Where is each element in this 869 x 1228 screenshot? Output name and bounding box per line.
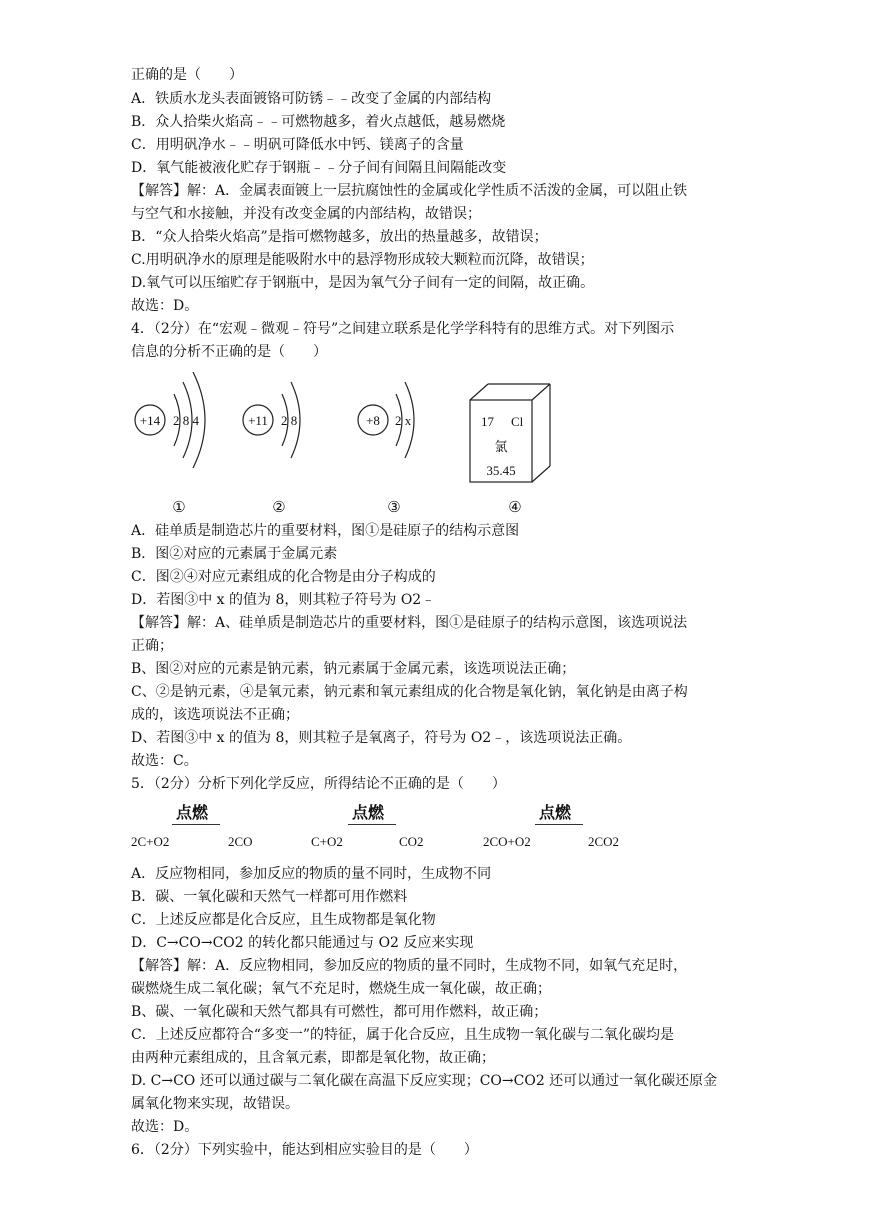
q3-answer-line: B．“众人拾柴火焰高”是指可燃物越多，放出的热量越多，故错误； [131, 229, 548, 245]
q4-answer-line: 故选：C。 [131, 753, 198, 769]
q4-stem-line: 4．（2分）在“宏观﹣微观﹣符号”之间建立联系是化学学科特有的思维方式。对下列图示 [131, 321, 675, 337]
q6-stem: 6．（2分）下列实验中，能达到相应实验目的是（ ） [131, 1142, 478, 1158]
q4-answer-line: C、②是钠元素，④是氧元素，钠元素和氧元素组成的化合物是氧化钠，氧化钠是由离子构 [131, 684, 688, 700]
atom-1-nucleus: +14 [139, 413, 161, 428]
eq1-arrow-line [172, 824, 220, 825]
eq2-left: C+O2 [311, 834, 343, 849]
q4-option-b: B．图②对应的元素属于金属元素 [131, 546, 338, 562]
atom-2-nucleus: +11 [248, 413, 268, 428]
atomic-structure-figure [131, 368, 601, 520]
q5-answer-line: B、碳、一氧化碳和天然气都具有可燃性，都可用作燃料，故正确； [131, 1004, 548, 1020]
q4-option-c: C．图②④对应元素组成的化合物是由分子构成的 [131, 569, 436, 585]
eq1-right: 2CO [228, 834, 253, 849]
q5-answer-line: D. C→CO 还可以通过碳与二氧化碳在高温下反应实现；CO→CO2 还可以通过一氧化碳还原金 [131, 1073, 718, 1089]
q3-stem-tail: 正确的是（ ） [131, 67, 243, 83]
atom-2-shells: 2 8 [281, 413, 298, 428]
element-mass: 35.45 [486, 463, 516, 478]
eq3-arrow-line [535, 824, 583, 825]
atom-3-shells: 2 x [395, 413, 412, 428]
q4-option-d: D．若图③中 x 的值为 8，则其粒子符号为 O2﹣ [131, 592, 436, 608]
q5-option-a: A．反应物相同，参加反应的物质的量不同时，生成物不同 [131, 866, 492, 882]
atom-3-nucleus: +8 [366, 413, 380, 428]
q5-answer-line: 【解答】解：A．反应物相同，参加反应的物质的量不同时，生成物不同，如氧气充足时， [131, 958, 688, 974]
q5-option-d: D．C→CO→CO2 的转化都只能通过与 O2 反应来实现 [131, 935, 474, 951]
atom-1-shells: 2 8 4 [173, 413, 199, 428]
q3-answer-line: 与空气和水接触，并没有改变金属的内部结构，故错误； [131, 206, 481, 222]
q5-answer-line: 碳燃烧生成二氧化碳；氧气不充足时，燃烧生成一氧化碳，故正确； [131, 981, 551, 997]
q5-answer-line: 故选：D。 [131, 1119, 199, 1135]
q5-answer-line: 由两种元素组成的，且含氧元素，即都是氧化物，故正确； [131, 1050, 495, 1066]
figure-label-4: ④ [508, 498, 522, 516]
eq3-condition: 点燃 [539, 803, 572, 822]
q5-answer-line: C．上述反应都符合“多变一”的特征，属于化合反应，且生成物一氧化碳与二氧化碳均是 [131, 1027, 675, 1043]
q3-option-d: D．氧气能被液化贮存于钢瓶﹣﹣分子间有间隔且间隔能改变 [131, 160, 507, 176]
q3-option-a: A．铁质水龙头表面镀铬可防锈﹣﹣改变了金属的内部结构 [131, 91, 492, 107]
q4-answer-line: 正确； [131, 638, 173, 654]
eq3-left: 2CO+O2 [483, 834, 531, 849]
element-name: 氯 [494, 440, 508, 455]
q3-answer-line: D.氧气可以压缩贮存于钢瓶中，是因为氧气分子间有一定的间隔，故正确。 [131, 275, 595, 291]
q3-option-b: B．众人拾柴火焰高﹣﹣可燃物越多，着火点越低，越易燃烧 [131, 114, 506, 130]
eq2-condition: 点燃 [352, 803, 385, 822]
q4-answer-line: 成的，该选项说法不正确； [131, 707, 299, 723]
eq1-left: 2C+O2 [131, 834, 170, 849]
q4-answer-line: 【解答】解：A、硅单质是制造芯片的重要材料，图①是硅原子的结构示意图，该选项说法 [131, 615, 688, 631]
q5-option-c: C．上述反应都是化合反应，且生成物都是氧化物 [131, 912, 436, 928]
q4-stem-line: 信息的分析不正确的是（ ） [131, 344, 327, 360]
q3-answer-line: 故选：D。 [131, 298, 199, 314]
eq1-condition: 点燃 [176, 803, 209, 822]
q4-answer-line: D、若图③中 x 的值为 8，则其粒子是氧离子，符号为 O2﹣，该选项说法正确。 [131, 730, 632, 746]
q3-answer-line: 【解答】解：A．金属表面镀上一层抗腐蚀性的金属或化学性质不活泼的金属，可以阻止铁 [131, 183, 688, 199]
element-symbol: Cl [511, 414, 524, 429]
figure-label-1: ① [172, 498, 186, 516]
q3-answer-line: C.用明矾净水的原理是能吸附水中的悬浮物形成较大颗粒而沉降，故错误； [131, 252, 594, 268]
element-number: 17 [481, 414, 494, 429]
figure-label-3: ③ [387, 498, 401, 516]
q5-option-b: B．碳、一氧化碳和天然气一样都可用作燃料 [131, 889, 408, 905]
eq2-right: CO2 [399, 834, 424, 849]
eq3-right: 2CO2 [588, 834, 620, 849]
q5-stem: 5．（2分）分析下列化学反应，所得结论不正确的是（ ） [131, 776, 506, 792]
q5-answer-line: 属氧化物来实现，故错误。 [131, 1096, 299, 1112]
q3-option-c: C．用明矾净水﹣﹣明矾可降低水中钙、镁离子的含量 [131, 137, 464, 153]
q4-answer-line: B、图②对应的元素是钠元素，钠元素属于金属元素，该选项说法正确； [131, 661, 576, 677]
q4-option-a: A．硅单质是制造芯片的重要材料，图①是硅原子的结构示意图 [131, 523, 520, 539]
figure-label-2: ② [272, 498, 286, 516]
eq2-arrow-line [348, 824, 396, 825]
